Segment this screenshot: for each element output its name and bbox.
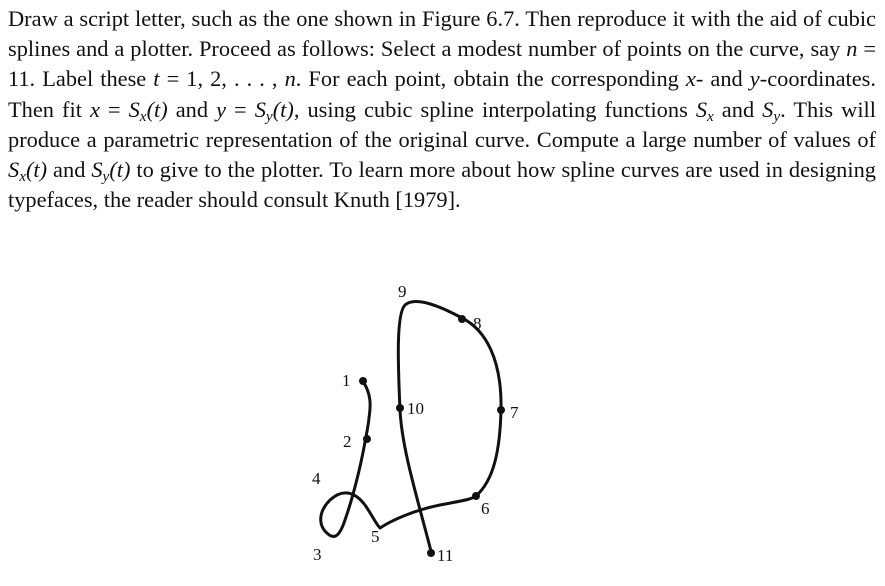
math-variable: x	[89, 96, 100, 122]
math-variable: t	[153, 66, 160, 92]
math-argument: (t)	[272, 96, 294, 122]
text-segment: - and	[695, 66, 750, 92]
point-6	[472, 492, 480, 500]
math-subscript: y	[265, 107, 273, 125]
math-argument: (t)	[109, 157, 131, 183]
point-11	[427, 549, 435, 557]
text-segment: . For each point, obtain the corresponding	[295, 66, 686, 92]
math-variable: S	[91, 157, 103, 183]
text-segment: to give to the plotter. To learn more about how spline curves are used in designing typefaces, the reader should consult Knuth [1979].	[8, 157, 876, 213]
math-argument: (t)	[146, 96, 168, 122]
math-subscript: y	[102, 167, 110, 185]
text-segment: =	[99, 96, 129, 122]
label-3: 3	[313, 545, 322, 564]
point-7	[497, 406, 505, 414]
label-11: 11	[437, 546, 454, 565]
text-segment: Draw a script letter, such as the one shown in Figure 6.7. Then reproduce it with the aid of cubic splines and a plotter. Proceed as follows: Select a modest number of points on the curve, say	[8, 6, 876, 62]
label-4: 4	[312, 469, 321, 488]
math-variable: S	[128, 96, 140, 122]
math-variable: S	[695, 96, 708, 122]
math-variable: S	[8, 157, 20, 183]
math-argument: (t)	[25, 157, 48, 183]
point-10	[396, 404, 404, 412]
math-variable: x	[685, 66, 696, 92]
math-subscript: x	[19, 167, 26, 185]
label-9: 9	[398, 282, 407, 301]
text-segment: . This will produce a parametric representation of the original curve. Compute a large number of values of	[8, 96, 877, 152]
label-10: 10	[407, 399, 424, 418]
text-segment: and	[47, 157, 92, 183]
math-variable: n	[284, 66, 296, 92]
label-2: 2	[343, 432, 352, 451]
text-segment: = 11. Label these	[8, 36, 876, 92]
point-1	[359, 377, 367, 385]
script-letter-curve	[321, 302, 501, 555]
math-subscript: y	[773, 107, 781, 125]
math-variable: y	[749, 66, 760, 92]
math-variable: S	[254, 96, 266, 122]
label-6: 6	[481, 499, 490, 518]
label-1: 1	[342, 371, 351, 390]
text-segment: , using cubic spline interpolating functions	[293, 96, 696, 122]
text-segment: -coordinates. Then fit	[8, 66, 876, 122]
label-8: 8	[473, 314, 482, 333]
label-7: 7	[510, 403, 519, 422]
math-variable: n	[846, 36, 858, 62]
math-subscript: x	[707, 107, 714, 125]
text-segment: and	[167, 96, 217, 122]
text-segment: =	[226, 96, 255, 122]
point-2	[363, 435, 371, 443]
text-segment: = 1, 2, . . . ,	[159, 66, 285, 92]
math-variable: y	[216, 96, 227, 122]
math-variable: S	[762, 96, 774, 122]
math-subscript: x	[139, 107, 147, 125]
point-8	[458, 315, 466, 323]
label-5: 5	[371, 527, 380, 546]
curve-points	[359, 315, 505, 557]
text-segment: and	[713, 96, 763, 122]
